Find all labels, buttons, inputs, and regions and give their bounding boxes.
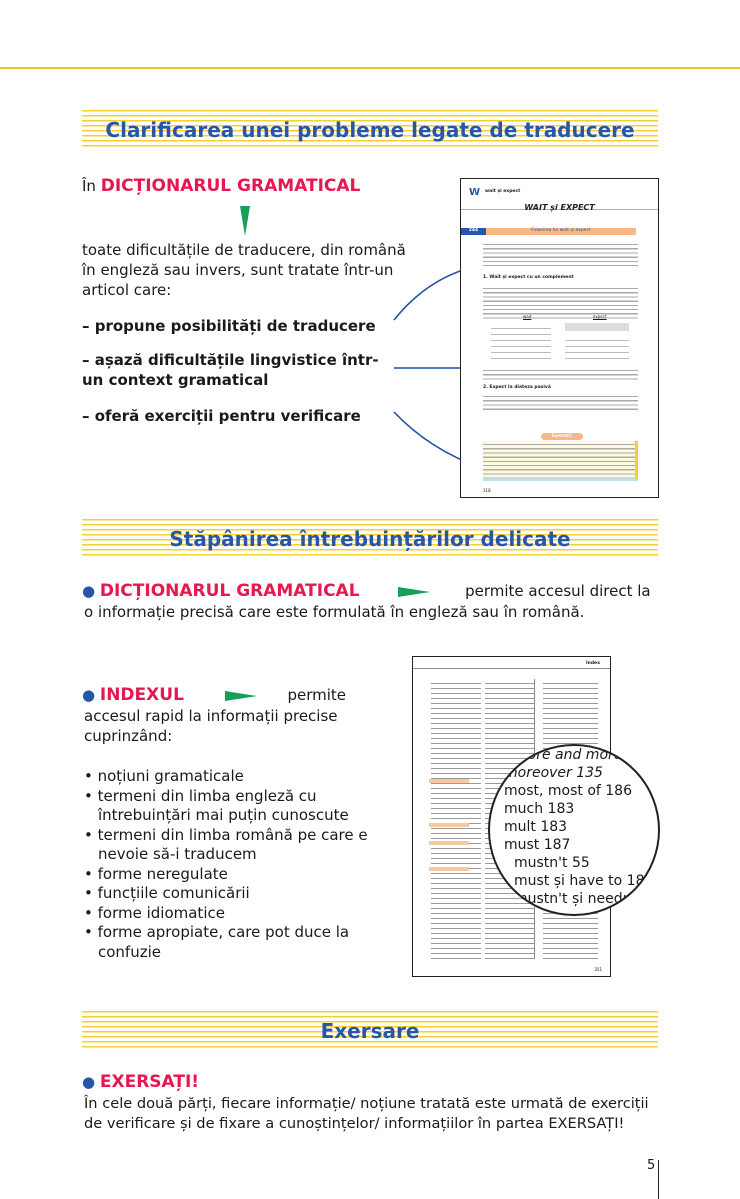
index-after: permite <box>287 686 347 704</box>
highlight-index: INDEXUL <box>99 685 184 705</box>
down-arrow-icon <box>240 206 250 236</box>
section-header-3 <box>82 1011 658 1051</box>
section-title: Clarificarea unei probleme legate de traducere <box>105 118 635 142</box>
thumb-col1: wait <box>523 314 532 319</box>
list-item: • forme neregulate <box>84 864 228 883</box>
right-arrow-icon <box>398 587 430 597</box>
list-item: • noțiuni gramaticale <box>84 767 244 785</box>
dictionary-after: permite accesul direct la <box>465 582 651 600</box>
list-item: • forme apropiate, care pot duce la confuzie <box>84 923 350 961</box>
point-2: – așază dificultățile lingvistice într-un context gramatical <box>82 351 379 389</box>
section-header-2 <box>82 519 658 559</box>
thumb-col2: expect <box>593 314 607 319</box>
magnifier-line: must 187 <box>504 837 571 853</box>
magnifier-line: more and more <box>514 747 623 763</box>
section-title: Exersare <box>320 1019 420 1043</box>
thumb-index-header: Index <box>585 661 600 666</box>
thumb-letter: W <box>469 187 481 198</box>
magnifier-line: much 183 <box>504 801 575 817</box>
thumb-header: wait și expect <box>485 189 521 194</box>
list-item: • termeni din limba engleză cu întrebuințări mai puțin cunoscute <box>84 786 349 824</box>
thumb-index-page: 351 <box>594 967 602 972</box>
top-rule <box>0 67 740 69</box>
highlight-dictionary-2: DICȚIONARUL GRAMATICAL <box>99 581 360 601</box>
list-item: • termeni din limba română pe care e nevoie să-i traducem <box>84 825 368 863</box>
thumb-exercise-label: Exersați! <box>541 433 583 440</box>
highlight-dictionary: DICȚIONARUL GRAMATICAL <box>100 176 361 196</box>
intro-line <box>82 176 360 196</box>
thumb-sub2: 2. Expect la diateza pasivă <box>483 385 551 390</box>
intro-body: toate dificultățile de traducere, din română în engleză sau invers, sunt tratate într-un articol care: <box>82 241 406 299</box>
page-margin-rule <box>658 1160 659 1199</box>
exercise-body: În cele două părți, fiecare informație/ noțiune tratată este urmată de exerciții de verificare și de fixare a cunoștințelor/ informațiilor în partea EXERSAȚI! <box>84 1095 649 1132</box>
point-3: – oferă exerciții pentru verificare <box>82 407 361 425</box>
thumb-section: Folosirea lui wait și expect <box>486 228 636 235</box>
thumb-title: WAIT și EXPECT <box>524 203 595 212</box>
section-title: Stăpânirea întrebuințărilor delicate <box>169 527 571 551</box>
right-arrow-icon <box>225 691 257 701</box>
thumb-page: 318 <box>483 488 491 493</box>
thumb-num: 244 <box>461 228 486 235</box>
bullet-icon: ● <box>82 1073 96 1091</box>
exercise-line <box>82 1072 199 1092</box>
magnifier-line: must și have to 188 <box>514 873 654 889</box>
page-number: 5 <box>647 1158 656 1173</box>
magnifier-lens <box>488 744 660 916</box>
dictionary-line2: o informație precisă care este formulată în engleză sau în română. <box>84 603 585 621</box>
point-1: – propune posibilități de traducere <box>82 317 376 335</box>
bullet-icon: ● <box>82 582 96 600</box>
index-line <box>82 685 346 705</box>
index-body: accesul rapid la informații precise cuprinzând: <box>84 707 338 745</box>
dictionary-page-preview <box>460 178 659 498</box>
magnifier-line: mult 183 <box>504 819 568 835</box>
magnifier-line: mustn't și needn't <box>514 891 641 907</box>
list-item: • forme idiomatice <box>84 903 225 922</box>
thumb-sub1: 1. Wait și expect cu un complement <box>483 275 574 280</box>
magnifier-line: mustn't 55 <box>514 855 590 871</box>
prefix: În <box>82 177 96 195</box>
highlight-exercise: EXERSAȚI! <box>99 1072 200 1092</box>
index-bullet-list <box>84 767 384 962</box>
list-item: • funcțiile comunicării <box>84 884 250 902</box>
bullet-icon: ● <box>82 686 96 704</box>
magnifier-line: moreover 135 <box>504 765 603 781</box>
dictionary-line <box>82 581 662 601</box>
magnifier-line: most, most of 186 <box>504 783 632 799</box>
section-header-1 <box>82 110 658 150</box>
